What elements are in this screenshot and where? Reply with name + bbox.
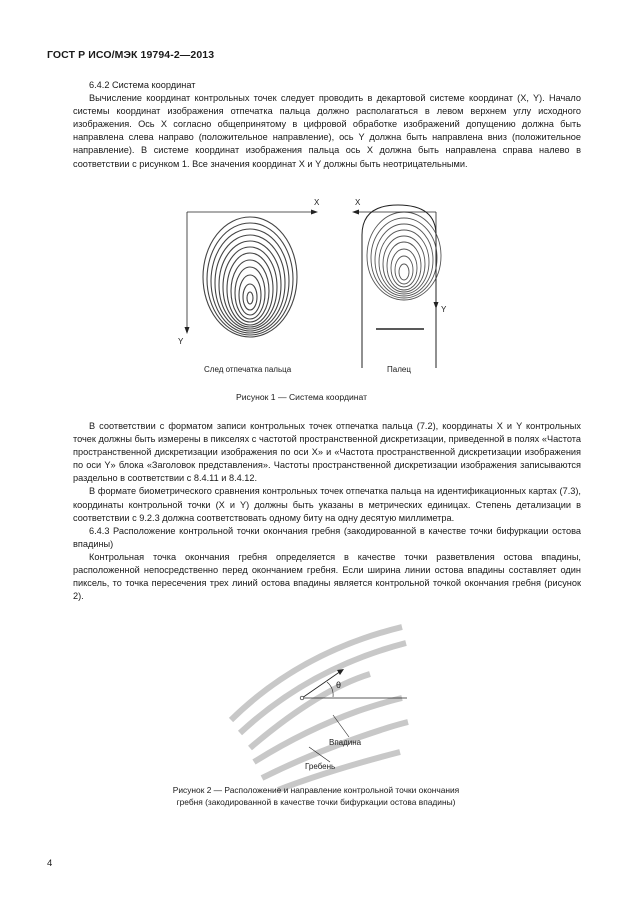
finger-fingerprint [367, 212, 441, 300]
paragraph: Вычисление координат контрольных точек следует проводить в декартовой системе координат (X, Y). Начало системы координат изображения отпечатка пальца должно располагаться в левом верхнем углу исходного изображения. Ось X согласно общепринятому в цифровой обработке изображений допущению должна быть направлена слева направо (положительное направление), ось Y должна быть направлена вниз (положительное направление). В системе координат изображения пальца ось X должна быть направлена справа налево в соответствии с рисунком 1. Все значения координат X и Y должны быть неотрицательными. [73, 93, 581, 169]
body-text [73, 420, 581, 603]
axis-y-label-left: Y [178, 337, 184, 346]
fingerprint-label: След отпечатка пальца [204, 365, 292, 374]
paragraph: В формате биометрического сравнения контрольных точек отпечатка пальца на идентификационных картах (7.3), координаты контрольной точки (X и Y) должны быть указаны в метрических единицах. Степень детализации в соответствии с 9.2.3 должна соответствовать одному биту на одну десятую миллиметра. [73, 486, 581, 523]
axis-x-label-left: X [314, 198, 320, 207]
ridge-label: Гребень [305, 762, 336, 771]
finger-outline [362, 205, 436, 368]
section-heading: 6.4.2 Система координат [89, 80, 196, 90]
axis-x-label-right: X [355, 198, 361, 207]
paragraph: В соответствии с форматом записи контрольных точек отпечатка пальца (7.2), координаты X и Y контрольных точек должны быть измерены в пикселях с частотой пространственной дискретизации, приведенной в полях «Частота пространственной дискретизации изображения по оси X» и «Частота пространственной дискретизации изображения по оси Y» блока «Заголовок представления». Частоты пространственной дискретизации изображения записываются раздельно в соответствии с 8.4.11 и 8.4.12. [73, 421, 581, 484]
page-number: 4 [47, 858, 53, 869]
paragraph: Контрольная точка окончания гребня определяется в качестве точки разветвления остова впадины, расположенной непосредственно перед окончанием гребня. Если ширина линии остова впадины составляет один пиксель, то точка пересечения трех линий остова впадины является контрольной точкой окончания гребня (рисунок 2). [73, 551, 581, 602]
fingerprint-image [203, 217, 297, 337]
valley-label: Впадина [329, 738, 362, 747]
standard-header: ГОСТ Р ИСО/МЭК 19794-2—2013 [47, 49, 215, 61]
finger-label: Палец [387, 365, 411, 374]
figure-2-caption: Рисунок 2 — Расположение и направление контрольной точки окончания гребня (закодированной в качестве точки бифуркации остова впадины) [172, 785, 460, 807]
theta-label: θ [336, 680, 342, 690]
section-heading: 6.4.3 Расположение контрольной точки окончания гребня (закодированной в качестве точки бифуркации остова впадины) [73, 525, 581, 549]
figure-1-caption: Рисунок 1 — Система координат [236, 392, 368, 402]
axis-y-label-right: Y [441, 305, 447, 314]
